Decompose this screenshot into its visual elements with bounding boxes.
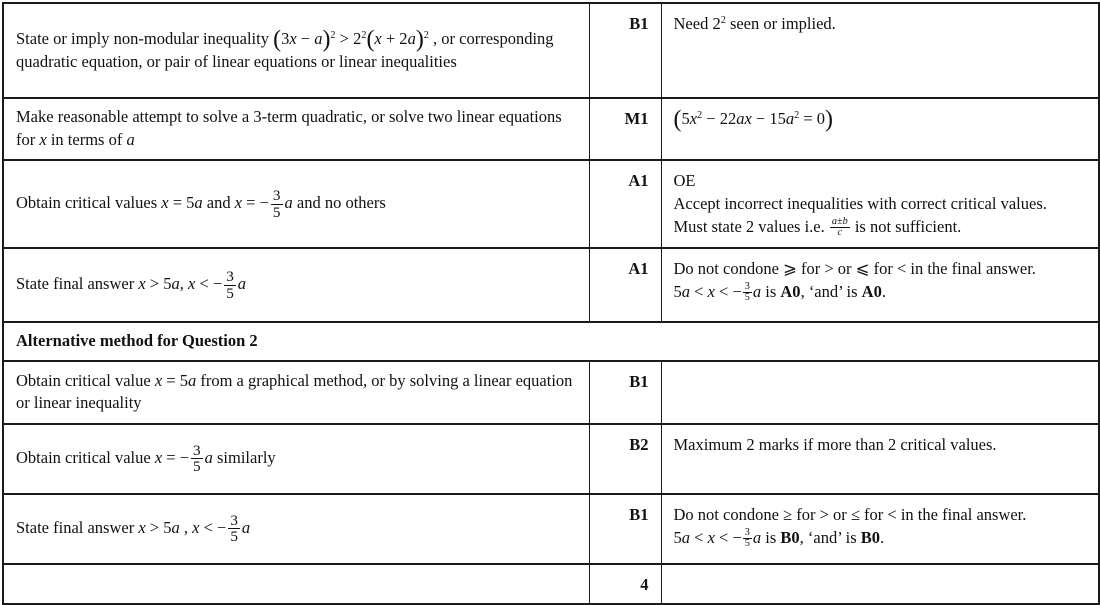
mark-code: M1 (589, 98, 661, 160)
table-row (3, 494, 1099, 564)
total-marks-row (3, 564, 1099, 604)
table-row (3, 3, 1099, 98)
criteria-cell: State final answer x > 5a , x < − $\frac{3}{5}$ a (3, 494, 589, 564)
comment-cell: $(5x^2 - 22ax - 15a^2 = 0)$ (661, 98, 1099, 160)
criteria-cell: Obtain critical values x = 5a and x = − $\frac{3}{5}$ a and no others (3, 160, 589, 248)
alternative-method-header-row (3, 322, 1099, 361)
criteria-cell: Make reasonable attempt to solve a 3-term quadratic, or solve two linear equations for x in terms of a (3, 98, 589, 160)
mark-code: A1 (589, 160, 661, 248)
criteria-cell (3, 564, 589, 604)
mark-code: A1 (589, 248, 661, 322)
table-row (3, 98, 1099, 160)
mark-scheme-table (2, 2, 1100, 605)
table-row (3, 424, 1099, 494)
comment-cell (661, 564, 1099, 604)
comment-cell: OE Accept incorrect inequalities with correct critical values. Must state 2 values i.e. $\frac{a\pm b}{c}$ is not sufficient. (661, 160, 1099, 248)
total-marks: 4 (589, 564, 661, 604)
mark-code: B1 (589, 3, 661, 98)
mark-code: B1 (589, 361, 661, 424)
comment-cell: Do not condone ⩾ for > or ⩽ for < in the final answer. 5a < x < − $\frac{3}{5}$ a is A0, ‘and’ is A0. (661, 248, 1099, 322)
comment-cell: Need $2^2$ seen or implied. (661, 3, 1099, 98)
comment-cell: Maximum 2 marks if more than 2 critical values. (661, 424, 1099, 494)
criteria-cell: Obtain critical value x = − $\frac{3}{5}$ a similarly (3, 424, 589, 494)
table-row (3, 248, 1099, 322)
criteria-cell: State or imply non-modular inequality $(3x - a)^2 > 2^2(x + 2a)^2$ , or corresponding quadratic equation, or pair of linear equations or linear inequalities (3, 3, 589, 98)
comment-cell (661, 361, 1099, 424)
mark-code: B2 (589, 424, 661, 494)
criteria-cell: Obtain critical value x = 5a from a graphical method, or by solving a linear equation or linear inequality (3, 361, 589, 424)
table-row (3, 361, 1099, 424)
criteria-cell: State final answer x > 5a, x < − $\frac{3}{5}$ a (3, 248, 589, 322)
comment-cell: Do not condone ≥ for > or ≤ for < in the final answer. 5a < x < − $\frac{3}{5}$ a is B0, ‘and’ is B0. (661, 494, 1099, 564)
mark-code: B1 (589, 494, 661, 564)
table-row (3, 160, 1099, 248)
alternative-method-title: Alternative method for Question 2 (3, 322, 1099, 361)
